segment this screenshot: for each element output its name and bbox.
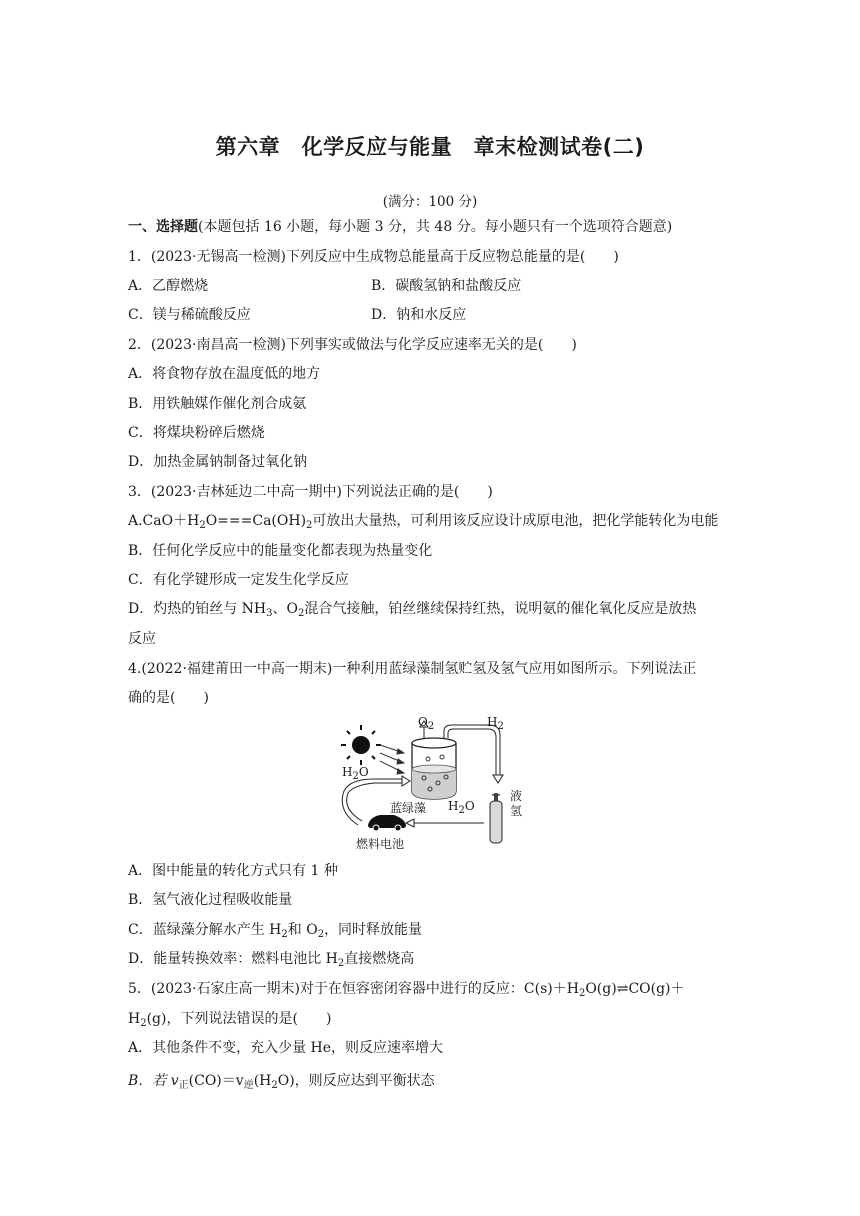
return-arrow [406, 819, 484, 827]
text: 5．(2023·石家庄高一期末)对于在恒容密闭容器中进行的反应：C(s)＋H [128, 981, 579, 997]
text: H [342, 765, 353, 779]
q5-stem [128, 980, 685, 998]
text: H [448, 799, 459, 813]
subscript: 2 [281, 929, 288, 940]
q2-option-c: C．将煤块粉碎后燃烧 [128, 425, 265, 441]
subscript: 2 [199, 520, 206, 531]
subscript: 3 [266, 608, 273, 619]
text: D．灼热的铂丝与 NH [128, 601, 267, 617]
h2-label [487, 715, 504, 732]
text: 可放出大量热，可利用该反应设计成原电池，把化学能转化为电能 [312, 513, 719, 529]
hydrogen-cylinder-icon [490, 793, 502, 843]
subscript: 2 [298, 608, 305, 619]
subscript: 2 [458, 805, 465, 816]
subscript: 2 [578, 988, 586, 999]
subscript: 2 [352, 771, 359, 782]
page-title: 第六章 化学反应与能量 章末检测试卷(二) [215, 135, 645, 159]
q5-option-b [128, 1072, 435, 1090]
text: O [418, 715, 428, 729]
algae-tank [412, 738, 456, 799]
text: CO(g)＋ [628, 981, 685, 997]
subscript: 2 [337, 958, 345, 969]
q2-option-a: A．将食物存放在温度低的地方 [128, 366, 321, 382]
subscript: 2 [497, 721, 504, 732]
text: O [464, 799, 475, 813]
text: C．蓝绿藻分解水产生 H [128, 922, 282, 938]
text: O(g) [585, 981, 617, 997]
subscript: 2 [271, 1080, 278, 1091]
subscript: 2 [140, 1018, 147, 1029]
subscript: 2 [306, 520, 313, 531]
liquid-hydrogen-label: 液氢 [510, 789, 523, 818]
q3-option-a [128, 512, 718, 530]
light-arrows [380, 745, 404, 774]
text: 混合气接触，铂丝继续保持红热，说明氨的催化氧化反应是放热 [304, 601, 697, 617]
text: O===Ca(OH) [205, 513, 307, 529]
q1-option-d: D．钠和水反应 [371, 307, 467, 323]
subscript: 正 [178, 1080, 189, 1091]
text: (CO)＝v [188, 1073, 244, 1089]
diagram-graphic [334, 713, 534, 853]
text: (H [253, 1073, 272, 1089]
text: (g)，下列说法错误的是( ) [146, 1011, 332, 1027]
h2o-right-label [448, 799, 475, 816]
full-score: (满分：100 分) [382, 194, 478, 210]
text: H [487, 715, 498, 729]
section-title: 一、选择题 [128, 219, 198, 235]
text: 和 O [287, 922, 318, 938]
subscript: 2 [427, 721, 435, 732]
q3-stem: 3．(2023·吉林延边二中高一期中)下列说法正确的是( ) [128, 484, 493, 500]
algae-label: 蓝绿藻 [390, 801, 427, 815]
text: O)，则反应达到平衡状态 [277, 1073, 435, 1089]
algae-hydrogen-diagram [334, 713, 534, 853]
q1-options-ab [128, 277, 208, 295]
q5-stem-line2 [128, 1010, 331, 1028]
q5-option-a: A．其他条件不变，充入少量 He，则反应速率增大 [128, 1040, 444, 1056]
q4-option-c [128, 921, 422, 939]
text: 直接燃烧高 [344, 951, 415, 967]
text: H [128, 1011, 141, 1027]
text: ，同时释放能量 [324, 922, 423, 938]
subscript: 2 [317, 929, 325, 940]
q3-option-c: C．有化学键形成一定发生化学反应 [128, 572, 349, 588]
text: 、O [272, 601, 298, 617]
q4-stem-line2: 确的是( ) [128, 690, 209, 706]
q1-option-b: B．碳酸氢钠和盐酸反应 [371, 278, 522, 294]
h2o-left-label [342, 765, 369, 782]
q4-option-d [128, 950, 414, 968]
q4-option-a: A．图中能量的转化方式只有 1 种 [128, 863, 338, 879]
q1-option-a: A．乙醇燃烧 [128, 278, 209, 294]
o2-label [418, 715, 435, 732]
text: A.CaO＋H [128, 513, 200, 529]
text: D．能量转换效率：燃料电池比 H [128, 951, 338, 967]
fuel-cell-label: 燃料电池 [356, 837, 405, 851]
q4-option-b: B．氢气液化过程吸收能量 [128, 892, 293, 908]
q3-option-b: B．任何化学反应中的能量变化都表现为热量变化 [128, 543, 433, 559]
section-note: (本题包括 16 小题，每小题 3 分，共 48 分。每小题只有一个选项符合题意) [198, 219, 673, 235]
subscript: 逆 [243, 1080, 254, 1091]
q2-option-b: B．用铁触媒作催化剂合成氨 [128, 396, 307, 412]
text: B．若 v [128, 1073, 179, 1089]
q2-option-d: D．加热金属钠制备过氧化钠 [128, 454, 308, 470]
sun-icon [341, 725, 381, 765]
q1-option-c: C．镁与稀硫酸反应 [128, 307, 251, 323]
q3-option-d-cont: 反应 [128, 631, 156, 647]
q1-stem: 1．(2023·无锡高一检测)下列反应中生成物总能量高于反应物总能量的是( ) [128, 249, 619, 265]
q4-stem-line1: 4.(2022·福建莆田一中高一期末)一种利用蓝绿藻制氢贮氢及氢气应用如图所示。下列说法正 [128, 661, 697, 677]
section-heading [128, 218, 672, 236]
equilibrium-arrow: ⇌ [616, 981, 629, 997]
car-icon [368, 815, 406, 831]
q3-option-d [128, 600, 696, 618]
text: O [358, 765, 369, 779]
q2-stem: 2．(2023·南昌高一检测)下列事实或做法与化学反应速率无关的是( ) [128, 337, 577, 353]
